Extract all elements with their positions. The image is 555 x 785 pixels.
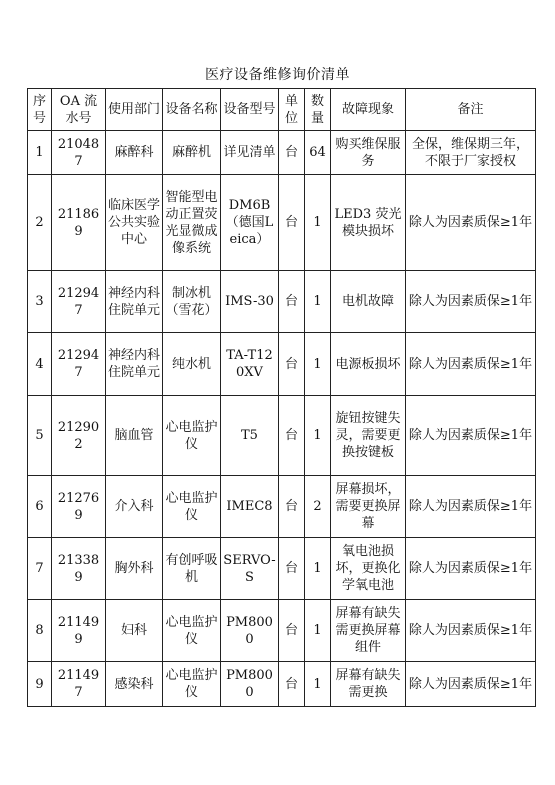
cell-model: PM8000 [221,600,279,662]
cell-unit: 台 [279,476,305,538]
header-cell: 使用部门 [106,89,163,131]
cell-no: 7 [28,538,52,600]
header-cell: 备注 [406,89,536,131]
cell-department: 脑血管 [106,396,163,476]
cell-no: 3 [28,271,52,333]
cell-note: 全保，维保期三年，不限于厂家授权 [406,131,536,175]
cell-quantity: 1 [305,538,331,600]
table-row [28,396,536,476]
cell-quantity: 1 [305,600,331,662]
cell-note: 除人为因素质保≥1年 [406,538,536,600]
cell-note: 除人为因素质保≥1年 [406,396,536,476]
cell-device-name: 制冰机（雪花） [163,271,221,333]
cell-no: 6 [28,476,52,538]
cell-note: 除人为因素质保≥1年 [406,333,536,396]
cell-no: 1 [28,131,52,175]
cell-device-name: 麻醉机 [163,131,221,175]
cell-oa-number: 212769 [52,476,106,538]
cell-quantity: 64 [305,131,331,175]
cell-fault: LED3 荧光模块损坏 [331,175,406,271]
table-row [28,271,536,333]
cell-no: 8 [28,600,52,662]
cell-department: 麻醉科 [106,131,163,175]
cell-unit: 台 [279,396,305,476]
cell-note: 除人为因素质保≥1年 [406,271,536,333]
repair-quote-table [27,88,536,707]
cell-quantity: 1 [305,271,331,333]
cell-oa-number: 211499 [52,600,106,662]
cell-model: DM6B（德国Leica） [221,175,279,271]
cell-oa-number: 213389 [52,538,106,600]
cell-fault: 旋钮按键失灵，需要更换按键板 [331,396,406,476]
cell-department: 感染科 [106,662,163,707]
table-row [28,600,536,662]
cell-department: 临床医学公共实验中心 [106,175,163,271]
cell-fault: 屏幕损坏，需要更换屏幕 [331,476,406,538]
cell-device-name: 心电监护仪 [163,600,221,662]
cell-fault: 电机故障 [331,271,406,333]
cell-note: 除人为因素质保≥1年 [406,476,536,538]
cell-model: SERVO-S [221,538,279,600]
cell-model: TA-T12 0XV [221,333,279,396]
cell-fault: 氧电池损坏，更换化学氧电池 [331,538,406,600]
table-row [28,333,536,396]
table-header-row [28,89,536,131]
header-cell: OA 流水号 [52,89,106,131]
cell-department: 神经内科住院单元 [106,271,163,333]
cell-fault: 屏幕有缺失需更换 [331,662,406,707]
cell-unit: 台 [279,175,305,271]
document-title: 医疗设备维修询价清单 [205,67,350,83]
cell-note: 除人为因素质保≥1年 [406,662,536,707]
cell-model: T5 [221,396,279,476]
cell-device-name: 心电监护仪 [163,476,221,538]
header-cell: 单位 [279,89,305,131]
header-cell: 设备型号 [221,89,279,131]
cell-unit: 台 [279,538,305,600]
cell-note: 除人为因素质保≥1年 [406,600,536,662]
cell-model: IMEC8 [221,476,279,538]
cell-unit: 台 [279,271,305,333]
cell-model: PM8000 [221,662,279,707]
cell-fault: 屏幕有缺失需更换屏幕组件 [331,600,406,662]
cell-device-name: 纯水机 [163,333,221,396]
cell-device-name: 心电监护仪 [163,662,221,707]
cell-quantity: 1 [305,175,331,271]
cell-no: 5 [28,396,52,476]
cell-model: 详见清单 [221,131,279,175]
cell-unit: 台 [279,662,305,707]
cell-oa-number: 211497 [52,662,106,707]
cell-unit: 台 [279,333,305,396]
cell-quantity: 2 [305,476,331,538]
cell-quantity: 1 [305,662,331,707]
cell-department: 妇科 [106,600,163,662]
table-row [28,131,536,175]
header-cell: 设备名称 [163,89,221,131]
cell-department: 介入科 [106,476,163,538]
cell-oa-number: 212947 [52,271,106,333]
cell-note: 除人为因素质保≥1年 [406,175,536,271]
header-cell: 故障现象 [331,89,406,131]
cell-device-name: 智能型电动正置荧光显微成像系统 [163,175,221,271]
cell-department: 胸外科 [106,538,163,600]
cell-unit: 台 [279,131,305,175]
table-row [28,175,536,271]
table-row [28,538,536,600]
cell-oa-number: 212902 [52,396,106,476]
cell-no: 4 [28,333,52,396]
cell-quantity: 1 [305,396,331,476]
cell-device-name: 心电监护仪 [163,396,221,476]
cell-quantity: 1 [305,333,331,396]
header-cell: 序号 [28,89,52,131]
cell-no: 9 [28,662,52,707]
cell-fault: 电源板损坏 [331,333,406,396]
cell-oa-number: 210487 [52,131,106,175]
cell-oa-number: 211869 [52,175,106,271]
cell-no: 2 [28,175,52,271]
table-row [28,476,536,538]
cell-fault: 购买维保服务 [331,131,406,175]
cell-oa-number: 212947 [52,333,106,396]
cell-unit: 台 [279,600,305,662]
header-cell: 数量 [305,89,331,131]
cell-device-name: 有创呼吸机 [163,538,221,600]
cell-model: IMS-30 [221,271,279,333]
cell-department: 神经内科住院单元 [106,333,163,396]
table-row [28,662,536,707]
